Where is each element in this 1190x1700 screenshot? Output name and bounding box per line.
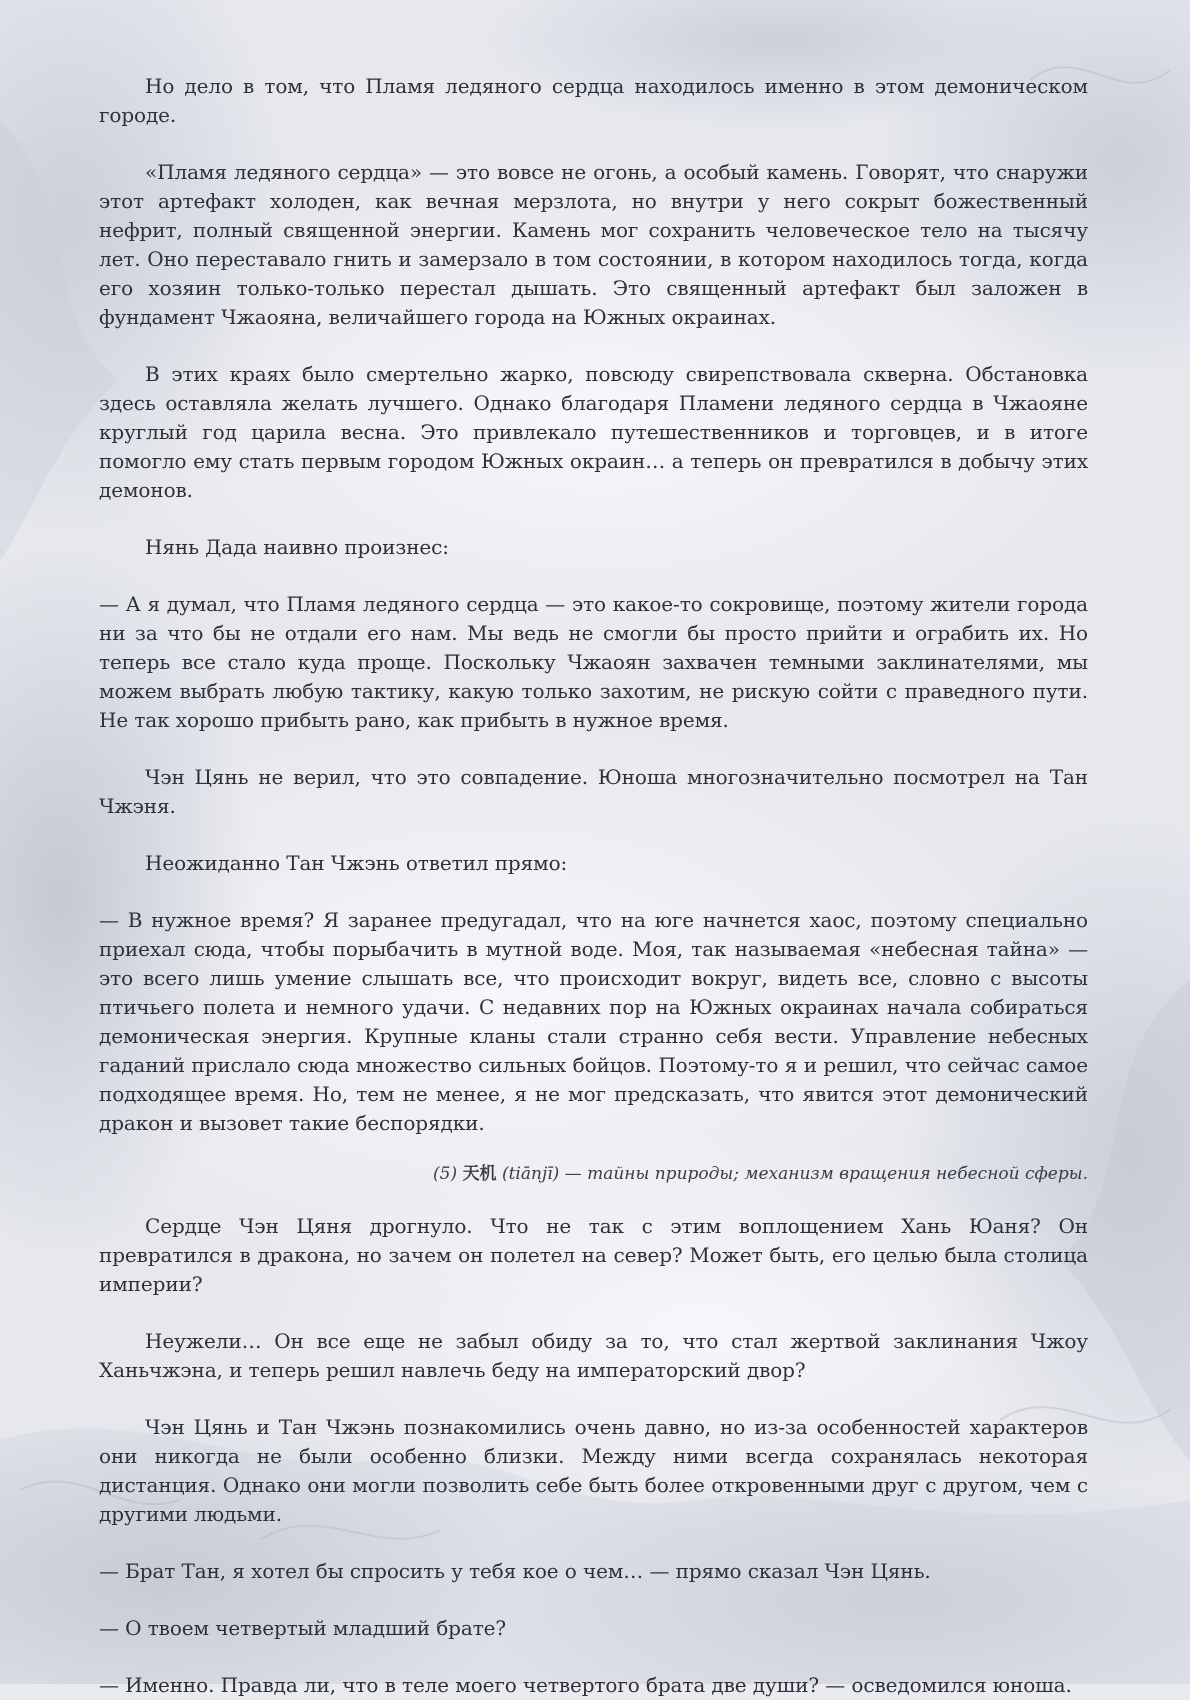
page-content [99,72,1088,1700]
footnote-number: (5) [433,1164,458,1184]
paragraph-12-dialogue: — Брат Тан, я хотел бы спросить у тебя кое о чем… — прямо сказал Чэн Цянь. [99,1559,931,1583]
paragraph-5-dialogue: — А я думал, что Пламя ледяного сердца — это какое-то сокровище, поэтому жители города ни за что бы не отдали его нам. Мы ведь не смогли бы просто прийти и ограбить их. Но теперь все стало куда проще. Поскольку Чжаоян захвачен темными заклинателями, мы можем выбрать любую тактику, какую только захотим, не рискую сойти с праведного пути. Не так хорошо прибыть рано, как прибыть в нужное время. [99,592,1088,732]
paragraph-8-dialogue: — В нужное время? Я заранее предугадал, что на юге начнется хаос, поэтому специально приехал сюда, чтобы порыбачить в мутной воде. Моя, так называемая «небесная тайна» — это всего лишь умение слышать все, что происходит вокруг, видеть все, словно с высоты птичьего полета и немного удачи. С недавних пор на Южных окраинах начала собираться демоническая энергия. Крупные кланы стали странно себя вести. Управление небесных гаданий прислало сюда множество сильных бойцов. Поэтому-то я и решил, что сейчас самое подходящее время. Но, тем не менее, я не мог предсказать, что явится этот демонический дракон и вызовет такие беспорядки. [99,908,1088,1135]
paragraph-1: Но дело в том, что Пламя ледяного сердца находилось именно в этом демоническом городе. [99,74,1088,127]
paragraph-13-dialogue: — О твоем четвертый младший брате? [99,1616,507,1640]
footnote-hanzi: 天机 [462,1164,497,1184]
footnote [99,1162,1088,1186]
footnote-text: (tiānjī) — тайны природы; механизм вращения небесной сферы. [501,1164,1088,1184]
paragraph-4: Нянь Дада наивно произнес: [145,535,449,559]
paragraph-14-dialogue: — Именно. Правда ли, что в теле моего четвертого брата две души? — осведомился юноша. [99,1673,1072,1697]
paragraph-3: В этих краях было смертельно жарко, повсюду свирепствовала скверна. Обстановка здесь оставляла желать лучшего. Однако благодаря Пламени ледяного сердца в Чжаояне круглый год царила весна. Это привлекало путешественников и торговцев, и в итоге помогло ему стать первым городом Южных окраин… а теперь он превратился в добычу этих демонов. [99,362,1088,502]
paragraph-6: Чэн Цянь не верил, что это совпадение. Юноша многозначительно посмотрел на Тан Чжэня. [99,765,1088,818]
paragraph-11: Чэн Цянь и Тан Чжэнь познакомились очень давно, но из-за особенностей характеров они никогда не были особенно близки. Между ними всегда сохранялась некоторая дистанция. Однако они могли позволить себе быть более откровенными друг с другом, чем с другими людьми. [99,1415,1088,1526]
paragraph-7: Неожиданно Тан Чжэнь ответил прямо: [145,851,568,875]
paragraph-10: Неужели… Он все еще не забыл обиду за то, что стал жертвой заклинания Чжоу Ханьчжэна, и теперь решил навлечь беду на императорский двор? [99,1329,1088,1382]
paragraph-2: «Пламя ледяного сердца» — это вовсе не огонь, а особый камень. Говорят, что снаружи этот артефакт холоден, как вечная мерзлота, но внутри у него сокрыт божественный нефрит, полный священной энергии. Камень мог сохранить человеческое тело на тысячу лет. Оно переставало гнить и замерзало в том состоянии, в котором находилось тогда, когда его хозяин только-только перестал дышать. Это священный артефакт был заложен в фундамент Чжаояна, величайшего города на Южных окраинах. [99,160,1088,329]
paragraph-9: Сердце Чэн Цяня дрогнуло. Что не так с этим воплощением Хань Юаня? Он превратился в дракона, но зачем он полетел на север? Может быть, его целью была столица империи? [99,1214,1088,1296]
